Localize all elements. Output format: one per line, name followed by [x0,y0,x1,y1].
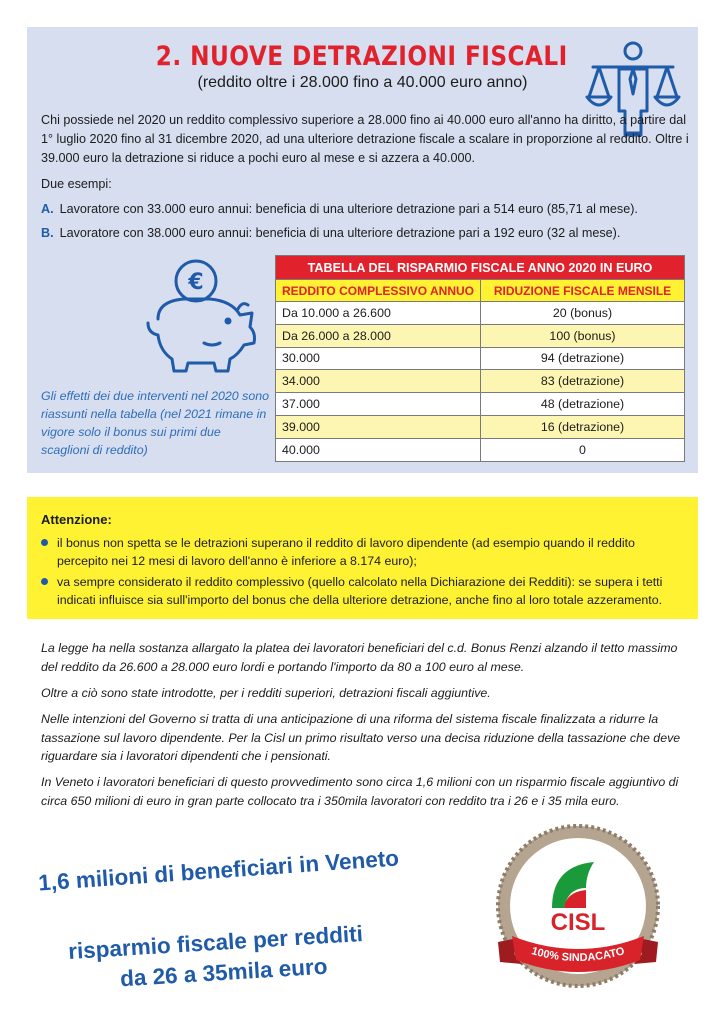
svg-text:€: € [188,270,204,295]
table-cell-income: 39.000 [276,415,481,438]
body-paragraph: Oltre a ciò sono state introdotte, per i redditi superiori, detrazioni fiscali aggiuntive. [41,686,491,700]
table-header-income: REDDITO COMPLESSIVO ANNUO [276,280,481,302]
table-cell-income: 34.000 [276,370,481,393]
table-cell-reduction: 100 (bonus) [481,324,685,347]
badge-name: CISL [550,909,606,936]
piggy-bank-euro-icon [140,257,270,377]
table-row [276,302,685,325]
example-b-letter: B. [41,226,54,240]
example-a [41,202,638,216]
table-cell-reduction: 16 (detrazione) [481,415,685,438]
attention-title: Attenzione: [41,512,112,527]
attention-bullet-text: il bonus non spetta se le detrazioni superano il reddito di lavoro dipendente (ad esempio quando il reddito percepito nei 12 mesi di lavoro dell'anno è inferiore a 8.174 euro); [57,536,635,568]
example-a-text: Lavoratore con 33.000 euro annui: beneficia di una ulteriore detrazione pari a 514 euro (85,71 al mese). [59,202,638,216]
example-b [41,226,620,240]
body-paragraph: In Veneto i lavoratori beneficiari di questo provvedimento sono circa 1,6 milioni con un risparmio fiscale aggiuntivo di circa 650 milioni di euro in gran parte collocato tra i 350mila lavoratori con reddito tra i 26 e i 35 mila euro. [41,775,679,808]
bullet-dot-icon [41,539,48,546]
attention-bullet [41,534,681,570]
attention-bullet [41,573,681,609]
badge-ribbon-text: 100% SINDACATO [530,945,626,965]
table-cell-reduction: 48 (detrazione) [481,393,685,416]
table-cell-reduction: 20 (bonus) [481,302,685,325]
table-row [276,370,685,393]
intro-paragraph: Chi possiede nel 2020 un reddito complessivo superiore a 28.000 fino ai 40.000 euro all'anno ha diritto, a partire dal 1° luglio 2020 fino al 31 dicembre 2020, ad una ulteriore detrazione fiscale a scalare in proporzione al reddito. Oltre i 39.000 euro la detrazione si riduce a pochi euro al mese e si azzera a 40.000. [41,113,689,165]
slogan-savings-line1: risparmio fiscale per redditi [67,921,364,964]
slogan-beneficiaries: 1,6 milioni di beneficiari in Veneto [37,845,400,896]
top-panel [27,27,698,473]
savings-table [275,255,685,462]
page-title: 2. NUOVE DETRAZIONI FISCALI [155,41,568,72]
table-cell-reduction: 0 [481,438,685,461]
example-b-text: Lavoratore con 38.000 euro annui: beneficia di una ulteriore detrazione pari a 192 euro (32 al mese). [59,226,621,240]
page-subtitle: (reddito oltre i 28.000 fino a 40.000 euro anno) [197,74,528,91]
attention-bullet-text: va sempre considerato il reddito complessivo (quello calcolato nella Dichiarazione dei Redditi): se supera i tetti indicati influisce sia sull'importo del bonus che della ulteriore detrazione, anche fino al loro totale azzeramento. [57,575,663,607]
table-caption: TABELLA DEL RISPARMIO FISCALE ANNO 2020 IN EURO [276,256,685,280]
table-row [276,347,685,370]
table-cell-income: 37.000 [276,393,481,416]
body-paragraph: Nelle intenzioni del Governo si tratta di una anticipazione di una riforma del sistema fiscale finalizzata a ridurre la tassazione sul lavoro dipendente. Per la Cisl un primo risultato verso una decisa riduzione della tassazione che deve riguardare sia i lavoratori dipendenti che i pensionati. [41,712,681,763]
table-row [276,438,685,461]
attention-box [27,497,698,619]
slogan-savings-line2: da 26 a 35mila euro [119,953,329,992]
table-header-reduction: RIDUZIONE FISCALE MENSILE [481,280,685,302]
side-note: Gli effetti dei due interventi nel 2020 sono riassunti nella tabella (nel 2021 rimane in vigore solo il bonus sui primi due scaglioni di reddito) [41,389,269,457]
table-cell-income: Da 26.000 a 28.000 [276,324,481,347]
cisl-logo-badge [490,822,666,998]
table-row [276,324,685,347]
table-cell-income: Da 10.000 a 26.600 [276,302,481,325]
examples-label: Due esempi: [41,177,112,191]
example-a-letter: A. [41,202,54,216]
table-cell-income: 30.000 [276,347,481,370]
bullet-dot-icon [41,578,48,585]
table-row [276,415,685,438]
table-cell-reduction: 94 (detrazione) [481,347,685,370]
table-cell-reduction: 83 (detrazione) [481,370,685,393]
table-row [276,393,685,416]
body-paragraph: La legge ha nella sostanza allargato la platea dei lavoratori beneficiari del c.d. Bonus Renzi alzando il tetto massimo del reddito da 26.600 a 28.000 euro lordi e portando l'importo da 80 a 100 euro al mese. [41,641,678,674]
table-cell-income: 40.000 [276,438,481,461]
